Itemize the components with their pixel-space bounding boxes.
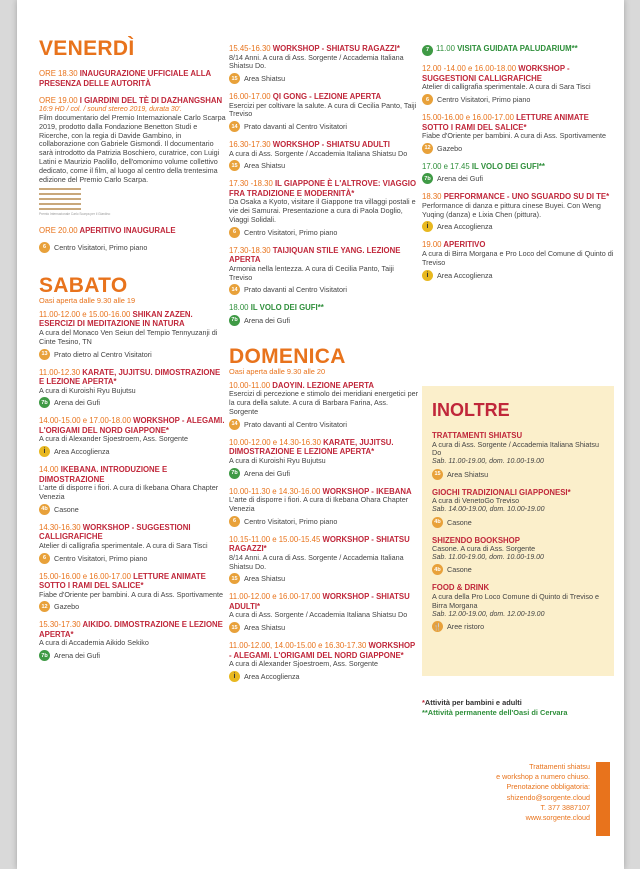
event-title: WORKSHOP - SHIATSU ADULTI xyxy=(272,140,390,150)
location-label: Area Shiatsu xyxy=(244,623,286,633)
location-badge-icon: 12 xyxy=(39,601,50,612)
location-badge-icon: 15 xyxy=(432,469,443,480)
location-label: Centro Visitatori, Primo piano xyxy=(54,242,148,252)
event-time: 17.00 e 17.45 xyxy=(422,161,470,171)
event-description: Fiabe d'Oriente per bambini. A cura di Ass. Sportivamente xyxy=(422,131,606,141)
event-title: WORKSHOP - SHIATSU ADULTI* xyxy=(229,592,410,611)
location-label: Arena dei Gufi xyxy=(54,398,100,408)
event-time: 11.00-12.00, 14.00-15.00 e 16.30-17.30 xyxy=(229,641,367,651)
location-badge-icon: 15 xyxy=(229,73,240,84)
event-time: 19.00 xyxy=(422,240,442,250)
event xyxy=(229,303,419,326)
event-description: A cura di Kuroishi Ryu Bujutsu xyxy=(229,455,326,465)
location-label: Prato davanti al Centro Visitatori xyxy=(244,419,347,429)
event-title: KARATE, JUJITSU. DIMOSTRAZIONE E LEZIONE APERTA* xyxy=(229,437,394,457)
event-description: Da Osaka a Kyoto, visitare il Giappone tra villaggi postali e vie dei Samurai. Presentazione a cura di Paola Doglio, Viaggi Solidali. xyxy=(229,197,416,225)
location-label: Gazebo xyxy=(54,602,80,612)
event-time: 10.00-11.00 xyxy=(229,380,271,390)
event-title: QI GONG - LEZIONE APERTA xyxy=(272,92,382,102)
event-time: 16.00-17.00 xyxy=(229,92,271,102)
location-badge-icon: 13 xyxy=(39,349,50,360)
event-time: 10.15-11.00 e 15.00-15.45 xyxy=(229,534,321,544)
day-title-sunday: DOMENICA xyxy=(229,344,346,368)
location-label: Aree ristoro xyxy=(447,622,485,632)
contact-line: Prenotazione obbligatoria: xyxy=(506,782,590,792)
inoltre-title: INOLTRE xyxy=(432,400,510,420)
event-time: 11.00-12.30 xyxy=(39,367,81,377)
event-description: A cura di Alexander Sjoestroem, Ass. Sorgente xyxy=(39,434,189,444)
event-time: 14.00-15.00 e 17.00-18.00 xyxy=(39,416,131,426)
event-time: 14.30-16.30 xyxy=(39,522,81,532)
location-label: Centro Visitatori, Primo piano xyxy=(54,553,148,563)
day-opening-hours: Oasi aperta dalle 9.30 alle 19 xyxy=(39,295,136,305)
location-label: Arena dei Gufi xyxy=(244,315,290,325)
event-title: APERITIVO INAUGURALE xyxy=(79,226,176,236)
event-description: A cura di Accademia Aikido Sekiko xyxy=(39,638,149,648)
event-description: A cura del Monaco Ven Seiun del Tempio Tennyuzanji di Cinte Tesino, TN xyxy=(39,327,218,346)
contact-line: Trattamenti shiatsu xyxy=(529,762,590,771)
event xyxy=(422,113,614,154)
event xyxy=(39,620,227,661)
inoltre-item-hours: Sab. 11.00-19.00, dom. 10.00-19.00 xyxy=(432,553,544,561)
location-label: Prato davanti al Centro Visitatori xyxy=(244,122,347,132)
day-opening-hours: Oasi aperta dalle 9.30 alle 20 xyxy=(229,366,326,376)
event-description: A cura di Birra Morgana e Pro Loco del Comune di Quinto di Treviso xyxy=(422,248,614,267)
event-time: 12.00 -14.00 e 16.00-18.00 xyxy=(422,64,517,74)
location-badge-icon: 7b xyxy=(422,173,433,184)
location-label: Centro Visitatori, Primo piano xyxy=(437,95,531,105)
event-time: ORE 19.00 xyxy=(39,96,78,105)
event-description: A cura di Kuroishi Ryu Bujutsu xyxy=(39,385,136,395)
event xyxy=(229,641,419,682)
event-time: ORE 18.30 xyxy=(39,69,78,78)
event-title: INAUGURAZIONE UFFICIALE ALLA PRESENZA DELLE AUTORITÀ xyxy=(39,69,211,88)
event-time: 15.00-16.00 e 16.00-17.00 xyxy=(422,113,514,123)
event xyxy=(422,44,614,56)
contact-accent-bar xyxy=(596,762,610,836)
event-time: 15.30-17.30 xyxy=(39,620,81,630)
event-time: 11.00 xyxy=(436,44,455,53)
event xyxy=(39,310,227,360)
event-title: IL VOLO DEI GUFI** xyxy=(250,303,324,313)
event xyxy=(39,465,227,515)
location-badge-icon: 14 xyxy=(229,284,240,295)
event-title: DAOYIN. LEZIONE APERTA xyxy=(272,380,375,390)
event xyxy=(39,69,227,88)
day-title-friday: VENERDÌ xyxy=(39,37,135,60)
location-badge-icon: 7 xyxy=(422,45,433,56)
inoltre-item-hours: Sab. 14.00-19.00, dom. 10.00-19.00 xyxy=(432,505,545,513)
food-icon: 🍴 xyxy=(432,621,443,632)
event-time: 11.00-12.00 e 16.00-17.00 xyxy=(229,592,321,602)
contact-line: e workshop a numero chiuso. xyxy=(496,772,590,782)
location-badge-icon: 6 xyxy=(229,516,240,527)
event xyxy=(229,381,419,430)
location-label: Casone xyxy=(447,565,472,575)
location-label: Area Shiatsu xyxy=(244,74,286,84)
inoltre-item-hours: Sab. 11.00-19.00, dom. 10.00-19.00 xyxy=(432,458,544,466)
event-title: WORKSHOP - ALEGAMI. L'ORIGAMI DEL NORD GIAPPONE* xyxy=(229,641,416,660)
event xyxy=(39,96,227,216)
location-badge-icon: i xyxy=(229,671,240,682)
location-label: Arena dei Gufi xyxy=(54,651,100,661)
inoltre-item xyxy=(432,488,604,528)
premio-scarpa-logo xyxy=(39,188,81,210)
inoltre-item xyxy=(432,536,604,576)
event-description: Armonia nella lentezza. A cura di Cecilia Panto, Taiji Treviso xyxy=(229,263,394,282)
location-label: Area Accoglienza xyxy=(244,671,300,681)
day-title-saturday: SABATO xyxy=(39,273,128,297)
location-badge-icon: 7b xyxy=(229,315,240,326)
location-badge-icon: 15 xyxy=(229,622,240,633)
location-label: Casone xyxy=(54,504,79,514)
event xyxy=(422,64,614,105)
event-time: 10.00-12.00 e 14.30-16.30 xyxy=(229,437,321,447)
location-badge-icon: 14 xyxy=(229,419,240,430)
location-badge-icon: 4b xyxy=(432,517,443,528)
inoltre-item xyxy=(432,583,604,632)
program-page xyxy=(17,0,624,869)
logo-caption: Premio Internazionale Carlo Scarpa per il Giardino xyxy=(39,212,111,217)
event-title: IL VOLO DEI GUFI** xyxy=(471,161,545,171)
event xyxy=(39,572,227,613)
contact-phone[interactable]: T. 377 3887107 xyxy=(540,802,590,812)
location-label: Area Accoglienza xyxy=(437,222,493,232)
event-title: PERFORMANCE - UNO SGUARDO SU DI TE* xyxy=(443,192,610,202)
contact-email[interactable]: shizendo@sorgente.cloud xyxy=(506,792,590,802)
inoltre-box xyxy=(422,386,614,676)
event-description: A cura di Ass. Sorgente / Accademia Italiana Shiatsu Do xyxy=(229,610,408,620)
event-title: VISITA GUIDATA PALUDARIUM** xyxy=(457,44,578,53)
event-time: 11.00-12.00 e 15.00-16.00 xyxy=(39,309,131,319)
event xyxy=(39,416,227,457)
event-description: Atelier di calligrafia sperimentale. A cura di Sara Tisci xyxy=(39,540,208,550)
location-label: Area Accoglienza xyxy=(54,447,110,457)
location-label: Arena dei Gufi xyxy=(244,468,290,478)
contact-block xyxy=(440,762,590,823)
location-badge-icon: 6 xyxy=(39,242,50,253)
event-time: 18.00 xyxy=(229,303,249,313)
event-description: Esercizi per coltivare la salute. A cura di Cecilia Panto, Taiji Treviso xyxy=(229,100,417,119)
location-label: Prato dietro al Centro Visitatori xyxy=(54,349,152,359)
event xyxy=(422,162,614,185)
event xyxy=(229,438,419,479)
event-title: SHIKAN ZAZEN. ESERCIZI DI MEDITAZIONE IN NATURA xyxy=(39,309,193,329)
location-badge-icon: 15 xyxy=(229,573,240,584)
event-title: LETTURE ANIMATE SOTTO I RAMI DEL SALICE* xyxy=(422,113,589,132)
legend-notes xyxy=(422,698,618,718)
inoltre-item-hours: Sab. 12.00-19.00, dom. 12.00-19.00 xyxy=(432,610,545,618)
event-description: Performance di danza e pittura cinese Buyei. Con Weng Yuqing (danza) e Lixia Chen (pittura). xyxy=(422,200,601,219)
event-title: LETTURE ANIMATE SOTTO I RAMI DEL SALICE* xyxy=(39,571,206,591)
location-badge-icon: i xyxy=(39,446,50,457)
location-label: Prato davanti al Centro Visitatori xyxy=(244,285,347,295)
inoltre-item-description: A cura di Ass. Sorgente / Accademia Italiana Shiatsu Do xyxy=(432,439,600,458)
event-time: 15.45-16.30 xyxy=(229,44,271,53)
location-badge-icon: i xyxy=(422,270,433,281)
event-title: APERITIVO xyxy=(443,240,486,250)
column-left xyxy=(39,38,227,669)
location-badge-icon: 6 xyxy=(229,227,240,238)
event-title: TAIJIQUAN STILE YANG. LEZIONE APERTA xyxy=(229,245,401,265)
event-title: WORKSHOP - IKEBANA xyxy=(322,486,412,496)
event xyxy=(229,179,419,237)
event-description: Esercizi di percezione e stimolo dei meridiani energetici per la cura della salute. A cura di Barbara Farina, Ass. Sorgente xyxy=(229,389,418,417)
location-badge-icon: 15 xyxy=(229,160,240,171)
location-label: Area Shiatsu xyxy=(244,574,286,584)
location-badge-icon: 6 xyxy=(422,94,433,105)
inoltre-item-title: FOOD & DRINK xyxy=(432,583,490,593)
note-kids: *Attività per bambini e adulti xyxy=(422,698,522,707)
inoltre-item-description: A cura della Pro Loco Comune di Quinto di Treviso e Birra Morgana xyxy=(432,591,599,610)
event-description: 8/14 Anni. A cura di Ass. Sorgente / Accademia Italiana Shiatsu Do. xyxy=(229,552,404,571)
event-subtitle: 16:9 HD / col. / sound stereo 2019, durata 30'. xyxy=(39,105,182,113)
event-description: Film documentario del Premio Internazionale Carlo Scarpa 2019, prodotto dalla Fondazione Benetton Studi e Ricerche, con la regia di Davide Gambino, in collaborazione con Gabriele Gismondi. Il documentario sarà introdotto da Patrizia Boschiero, curatrice, con Luigi Latini e Maurizio Paolillo, dell'omonimo volume collettivo dedicato, come il film, al luogo al centro della trentesima edizione del Premio Carlo Scarpa. xyxy=(39,113,226,184)
event xyxy=(422,192,614,232)
location-label: Gazebo xyxy=(437,143,463,153)
location-badge-icon: i xyxy=(422,221,433,232)
location-badge-icon: 6 xyxy=(39,553,50,564)
inoltre-item-description: A cura di VenetoGo Treviso xyxy=(432,496,520,506)
event-time: 10.00-11.30 e 14.30-16.00 xyxy=(229,486,321,496)
event-time: 17.30-18.30 xyxy=(229,245,271,255)
column-right xyxy=(422,44,614,289)
inoltre-item xyxy=(432,431,604,480)
event-title: IL GIAPPONE È L'ALTROVE: VIAGGIO FRA TRADIZIONE E MODERNITÀ* xyxy=(229,179,417,198)
location-label: Area Accoglienza xyxy=(437,270,493,280)
inoltre-item-description: Casone. A cura di Ass. Sorgente xyxy=(432,544,536,554)
event-title: WORKSHOP - ALEGAMI. L'ORIGAMI DEL NORD GIAPPONE* xyxy=(39,416,225,435)
event-time: 16.30-17.30 xyxy=(229,140,271,150)
location-label: Centro Visitatori, Primo piano xyxy=(244,516,338,526)
location-badge-icon: 7b xyxy=(39,397,50,408)
inoltre-item-title: TRATTAMENTI SHIATSU xyxy=(432,431,523,440)
event-description: Atelier di calligrafia sperimentale. A cura di Sara Tisci xyxy=(422,82,591,92)
event-time: 15.00-16.00 e 16.00-17.00 xyxy=(39,571,131,581)
event-time: 17.30 -18.30 xyxy=(229,179,273,189)
location-badge-icon: 7b xyxy=(229,468,240,479)
event-description: Fiabe d'Oriente per bambini. A cura di Ass. Sportivamente xyxy=(39,589,223,599)
event xyxy=(229,44,419,84)
event xyxy=(229,592,419,633)
event-title: WORKSHOP - SHIATSU RAGAZZI* xyxy=(229,534,410,554)
event-title: I GIARDINI DEL TÈ DI DAZHANGSHAN xyxy=(79,96,223,105)
event xyxy=(229,92,419,132)
event xyxy=(229,487,419,527)
location-badge-icon: 4b xyxy=(432,564,443,575)
event-title: KARATE, JUJITSU. DIMOSTRAZIONE E LEZIONE APERTA* xyxy=(39,367,221,387)
event-time: 14.00 xyxy=(39,465,59,475)
location-label: Area Shiatsu xyxy=(447,469,489,479)
event-title: WORKSHOP - SUGGESTIONI CALLIGRAFICHE xyxy=(422,64,570,83)
event-time: ORE 20.00 xyxy=(39,226,78,236)
event xyxy=(229,140,419,171)
location-badge-icon: 4b xyxy=(39,504,50,515)
event-title: IKEBANA. INTRODUZIONE E DIMOSTRAZIONE xyxy=(39,465,168,484)
column-middle xyxy=(229,44,419,690)
inoltre-item-title: SHIZENDO BOOKSHOP xyxy=(432,535,520,545)
event-description: A cura di Alexander Sjoestroem, Ass. Sorgente xyxy=(229,659,379,669)
event-description: L'arte di disporre i fiori. A cura di Ikebana Ohara Chapter Venezia xyxy=(39,483,219,501)
location-label: Area Shiatsu xyxy=(244,161,286,171)
event-description: A cura di Ass. Sorgente / Accademia Italiana Shiatsu Do xyxy=(229,148,408,158)
event-description: L'arte di disporre i fiori. A cura di Ikebana Ohara Chapter Venezia xyxy=(229,495,409,513)
location-label: Centro Visitatori, Primo piano xyxy=(244,227,338,237)
event-title: WORKSHOP - SUGGESTIONI CALLIGRAFICHE xyxy=(39,522,191,542)
contact-web[interactable]: www.sorgente.cloud xyxy=(525,813,590,823)
location-badge-icon: 14 xyxy=(229,121,240,132)
note-permanent: **Attività permanente dell'Oasi di Cervara xyxy=(422,708,568,717)
event-title: WORKSHOP - SHIATSU RAGAZZI* xyxy=(272,44,400,53)
inoltre-item-title: GIOCHI TRADIZIONALI GIAPPONESI* xyxy=(432,487,571,497)
event-description: 8/14 Anni. A cura di Ass. Sorgente / Accademia Italiana Shiatsu Do. xyxy=(229,52,404,71)
event xyxy=(229,535,419,585)
event xyxy=(39,368,227,409)
location-label: Casone xyxy=(447,517,472,527)
event xyxy=(229,246,419,296)
location-badge-icon: 12 xyxy=(422,143,433,154)
event xyxy=(39,226,227,253)
event-title: AIKIDO. DIMOSTRAZIONE E LEZIONE APERTA* xyxy=(39,620,223,639)
event-time: 18.30 xyxy=(422,192,442,202)
location-label: Arena dei Gufi xyxy=(437,174,483,184)
event xyxy=(39,523,227,564)
location-badge-icon: 7b xyxy=(39,650,50,661)
event xyxy=(422,240,614,280)
